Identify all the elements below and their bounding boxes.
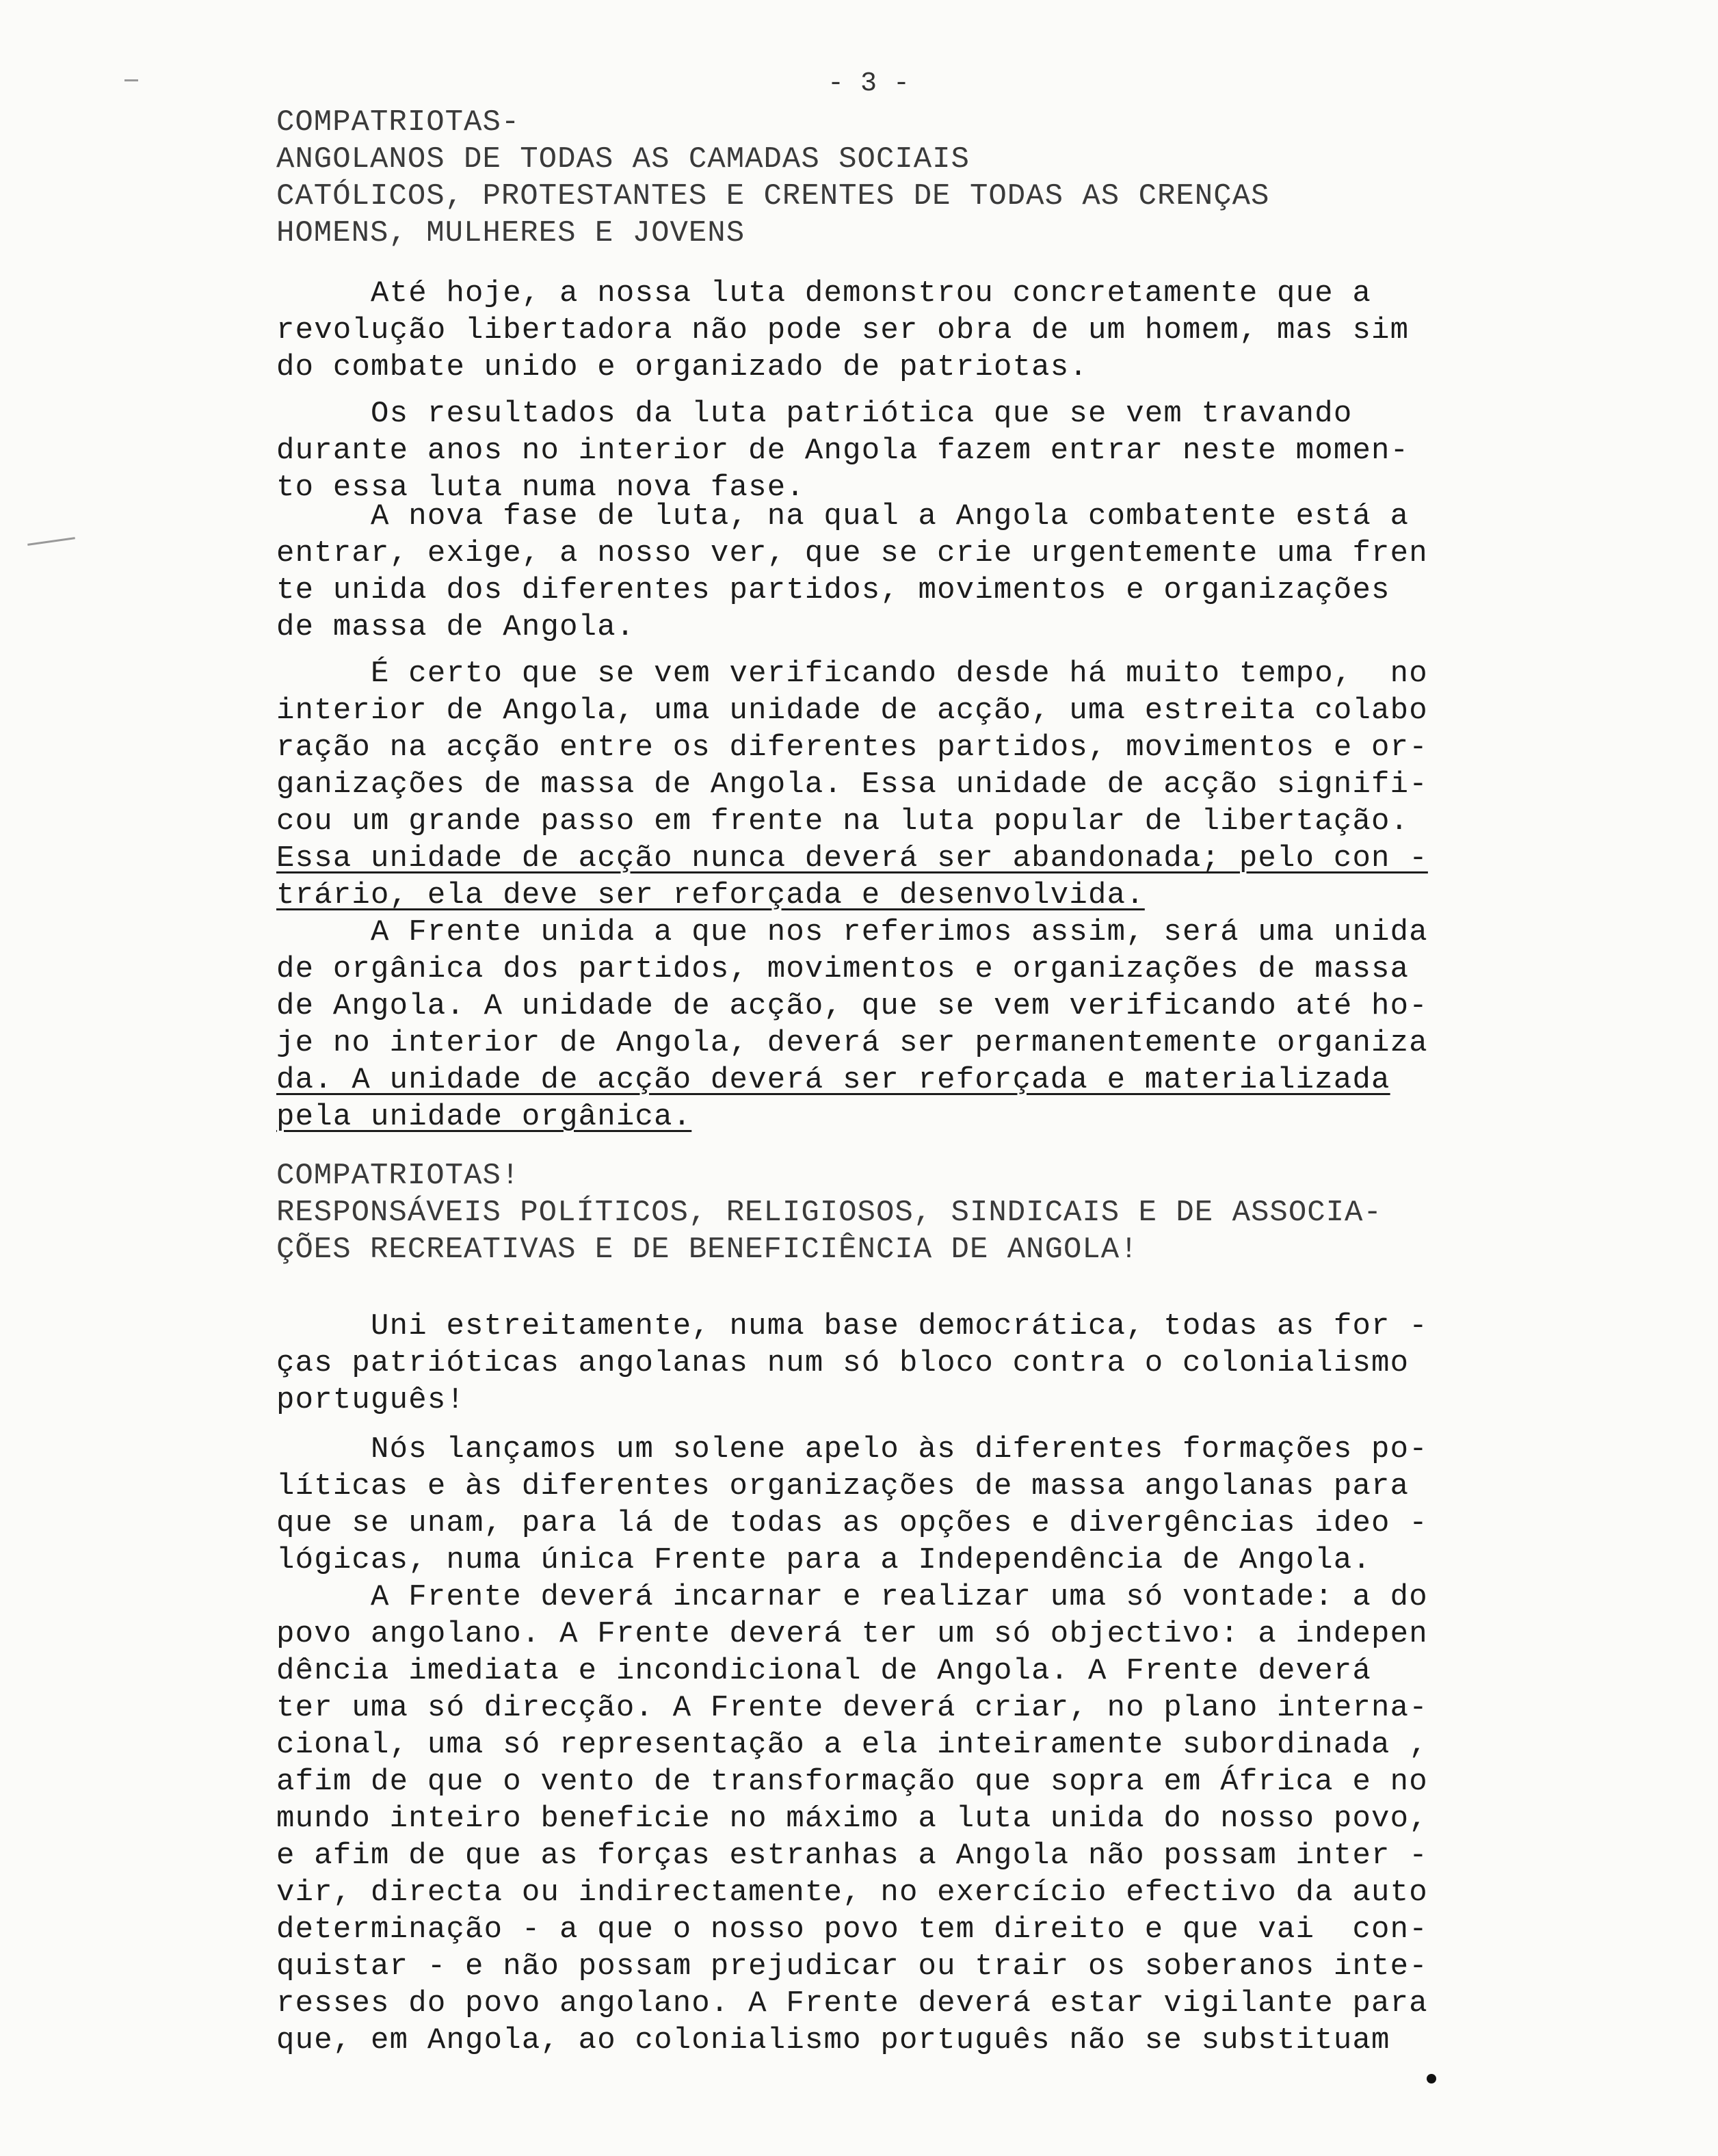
- text-line: que se unam, para lá de todas as opções e divergências ideo -: [276, 1506, 1428, 1540]
- text-line: determinação - a que o nosso povo tem direito e que vai con-: [276, 1912, 1428, 1947]
- heading-line: CATÓLICOS, PROTESTANTES E CRENTES DE TODAS AS CRENÇAS: [276, 179, 1270, 213]
- text-line: de massa de Angola.: [276, 610, 635, 644]
- paragraph-2: [276, 395, 1576, 506]
- text-line: revolução libertadora não pode ser obra de um homem, mas sim: [276, 313, 1410, 347]
- text-line: Uni estreitamente, numa base democrática, todas as for -: [276, 1309, 1428, 1343]
- paragraph-4: [276, 655, 1576, 914]
- heading-line: ANGOLANOS DE TODAS AS CAMADAS SOCIAIS: [276, 142, 970, 176]
- text-line: português!: [276, 1383, 466, 1417]
- underlined-line: Essa unidade de acção nunca deverá ser abandonada; pelo con -: [276, 841, 1428, 876]
- text-line: quistar - e não possam prejudicar ou trair os soberanos inte-: [276, 1949, 1428, 1984]
- text-line: ganizações de massa de Angola. Essa unidade de acção signifi-: [276, 767, 1428, 802]
- text-line: mundo inteiro beneficie no máximo a luta unida do nosso povo,: [276, 1802, 1428, 1836]
- text-line: do combate unido e organizado de patriotas.: [276, 350, 1088, 384]
- text-line: to essa luta numa nova fase.: [276, 471, 805, 505]
- text-line: A Frente unida a que nos referimos assim, será uma unida: [276, 915, 1428, 949]
- heading-line: COMPATRIOTAS!: [276, 1159, 520, 1193]
- page-number: - 3 -: [828, 68, 910, 99]
- heading-line: ÇÕES RECREATIVAS E DE BENEFICIÊNCIA DE ANGOLA!: [276, 1233, 1139, 1267]
- text-line: ças patrióticas angolanas num só bloco contra o colonialismo: [276, 1346, 1410, 1380]
- paragraph-5: [276, 914, 1576, 1135]
- underlined-line: pela unidade orgânica.: [276, 1100, 692, 1134]
- text-line: Até hoje, a nossa luta demonstrou concretamente que a: [276, 276, 1372, 311]
- text-line: de orgânica dos partidos, movimentos e organizações de massa: [276, 952, 1410, 986]
- ink-dot: [1427, 2074, 1436, 2083]
- margin-mark: [27, 537, 75, 546]
- text-line: Os resultados da luta patriótica que se vem travando: [276, 397, 1353, 431]
- paragraph-6: [276, 1308, 1576, 1419]
- heading-line: HOMENS, MULHERES E JOVENS: [276, 216, 745, 250]
- heading-line: RESPONSÁVEIS POLÍTICOS, RELIGIOSOS, SINDICAIS E DE ASSOCIA-: [276, 1196, 1382, 1230]
- text-line: ter uma só direcção. A Frente deverá criar, no plano interna-: [276, 1691, 1428, 1725]
- text-line: durante anos no interior de Angola fazem entrar neste momen-: [276, 434, 1410, 468]
- text-line: cou um grande passo em frente na luta popular de libertação.: [276, 804, 1410, 839]
- text-line: lógicas, numa única Frente para a Independência de Angola.: [276, 1543, 1372, 1577]
- text-line: te unida dos diferentes partidos, movimentos e organizações: [276, 573, 1390, 607]
- margin-mark: [124, 79, 138, 81]
- text-line: É certo que se vem verificando desde há muito tempo, no: [276, 657, 1428, 691]
- text-line: que, em Angola, ao colonialismo português não se substituam: [276, 2023, 1390, 2058]
- text-line: A Frente deverá incarnar e realizar uma só vontade: a do: [276, 1580, 1428, 1614]
- heading-line: COMPATRIOTAS-: [276, 105, 520, 140]
- text-line: je no interior de Angola, deverá ser permanentemente organiza: [276, 1026, 1428, 1060]
- text-line: Nós lançamos um solene apelo às diferentes formações po-: [276, 1432, 1428, 1467]
- text-line: A nova fase de luta, na qual a Angola combatente está a: [276, 499, 1410, 534]
- text-line: afim de que o vento de transformação que sopra em África e no: [276, 1765, 1428, 1799]
- heading-compatriotas: [276, 104, 1576, 252]
- text-line: e afim de que as forças estranhas a Angola não possam inter -: [276, 1839, 1428, 1873]
- text-line: líticas e às diferentes organizações de massa angolanas para: [276, 1469, 1410, 1503]
- text-line: dência imediata e incondicional de Angola. A Frente deverá: [276, 1654, 1372, 1688]
- text-line: de Angola. A unidade de acção, que se vem verificando até ho-: [276, 989, 1428, 1023]
- text-line: interior de Angola, uma unidade de acção, uma estreita colabo: [276, 694, 1428, 728]
- underlined-line: trário, ela deve ser reforçada e desenvolvida.: [276, 878, 1145, 912]
- underlined-line: da. A unidade de acção deverá ser reforçada e materializada: [276, 1063, 1390, 1097]
- paragraph-7: [276, 1431, 1576, 2059]
- text-line: resses do povo angolano. A Frente deverá estar vigilante para: [276, 1986, 1428, 2021]
- text-line: vir, directa ou indirectamente, no exercício efectivo da auto: [276, 1876, 1428, 1910]
- text-line: entrar, exige, a nosso ver, que se crie urgentemente uma fren: [276, 536, 1428, 570]
- paragraph-1: [276, 275, 1576, 386]
- heading-responsaveis: [276, 1157, 1576, 1268]
- text-line: cional, uma só representação a ela inteiramente subordinada ,: [276, 1728, 1428, 1762]
- text-line: ração na acção entre os diferentes partidos, movimentos e or-: [276, 731, 1428, 765]
- paragraph-3: [276, 498, 1576, 646]
- text-line: povo angolano. A Frente deverá ter um só objectivo: a indepen: [276, 1617, 1428, 1651]
